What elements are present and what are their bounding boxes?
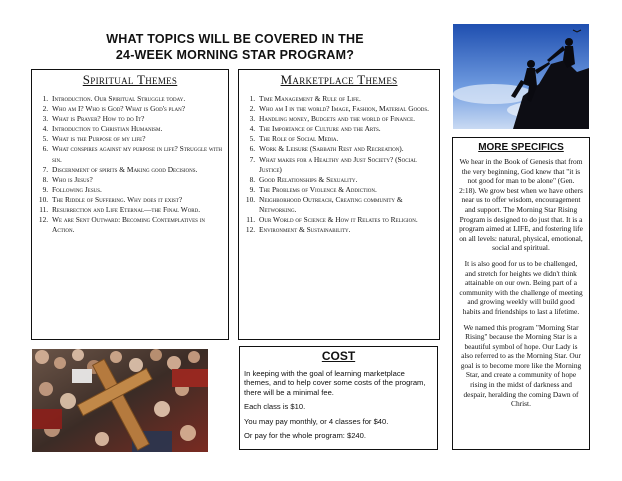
marketplace-theme-item: 6. Work & Leisure (Sabbath Rest and Recreation). [257, 144, 435, 154]
spiritual-theme-item: 1. Introduction. Our Spiritual Struggle today. [50, 94, 224, 104]
spiritual-theme-item: 2. Who am I? Who is God? What is God's plan? [50, 104, 224, 114]
spiritual-theme-item: 5. What is the Purpose of my life? [50, 134, 224, 144]
marketplace-theme-item: 4. The Importance of Culture and the Arts. [257, 124, 435, 134]
more-specifics-heading: MORE SPECIFICS [478, 142, 564, 153]
specifics-paragraph-1: We hear in the Book of Genesis that from the very beginning, God knew that "it is not good for man to be alone" (Gen. 2:18). We grow best when we have others near us to offer wisdom, encouragement and support. The Morning Star Rising Program is designed to do just that. It is a program aimed at LIFE, and fostering life on all levels: natural, physical, emotional, social and spiritual. [459, 157, 583, 253]
marketplace-themes-heading: Marketplace Themes [280, 72, 398, 87]
more-specifics-box [452, 137, 590, 450]
title-line-2: 24-WEEK MORNING STAR PROGRAM? [115, 48, 355, 62]
cost-per-class: Each class is $10. [244, 402, 306, 412]
climbers-silhouette-photo [453, 24, 589, 129]
spiritual-theme-item: 11. Resurrection and Life Eternal—the Final Word. [50, 205, 224, 215]
marketplace-theme-item: 8. Good Relationships & Sexuality. [257, 175, 435, 185]
marketplace-theme-item: 9. The Problems of Violence & Addiction. [257, 185, 435, 195]
spiritual-themes-list [32, 94, 228, 235]
marketplace-theme-item: 10. Neighborhood Outreach, Creating community & Networking. [257, 195, 435, 215]
spiritual-theme-item: 3. What is Prayer? How to do It? [50, 114, 224, 124]
spiritual-theme-item: 7. Discernment of spirits & Making good Decisions. [50, 165, 224, 175]
spiritual-theme-item: 12. We are Sent Outward: Becoming Contemplatives in Action. [50, 215, 224, 235]
page-title [30, 31, 440, 63]
marketplace-theme-item: 3. Handling money, Budgets and the world of Finance. [257, 114, 435, 124]
cost-whole-program: Or pay for the whole program: $240. [244, 431, 366, 441]
marketplace-theme-item: 7. What makes for a Healthy and Just Society? (Social Justice) [257, 155, 435, 175]
spiritual-themes-heading: Spiritual Themes [82, 72, 178, 87]
marketplace-theme-item: 1. Time Management & Rule of Life. [257, 94, 435, 104]
cost-intro: In keeping with the goal of learning marketplace themes, and to help cover some costs of the program, there will be a minimal fee. [244, 369, 426, 397]
specifics-paragraph-2: It is also good for us to be challenged, and stretch for heights we didn't think attainable on our own. Being part of a community with the challenge of meeting and growing weekly will build good habits and friendships to last a lifetime. [459, 258, 583, 316]
marketplace-theme-item: 12. Environment & Sustainability. [257, 225, 435, 235]
crowd-carrying-cross-image [32, 349, 208, 452]
climbers-silhouette-image [453, 24, 589, 129]
crowd-carrying-cross-photo [32, 349, 208, 452]
spiritual-theme-item: 4. Introduction to Christian Humanism. [50, 124, 224, 134]
marketplace-theme-item: 11. Our World of Science & How it Relates to Religion. [257, 215, 435, 225]
spiritual-theme-item: 10. The Riddle of Suffering. Why does it exist? [50, 195, 224, 205]
cost-monthly: You may pay monthly, or 4 classes for $40. [244, 416, 389, 426]
marketplace-themes-list [239, 94, 439, 235]
marketplace-theme-item: 5. The Role of Social Media. [257, 134, 435, 144]
cost-box [239, 346, 438, 450]
cost-heading: COST [321, 349, 356, 363]
marketplace-themes-box [238, 69, 440, 340]
spiritual-theme-item: 9. Following Jesus. [50, 185, 224, 195]
specifics-paragraph-3: We named this program "Morning Star Rising" because the Morning Star is a beautiful symbol of hope. Our Lady is also referred to as the Morning Star. Our goal is to become more like the Morning Star, and create a community of hope rising in the midst of darkness and despair, heralding the coming Dawn of Christ. [460, 322, 582, 409]
spiritual-theme-item: 6. What conspires against my purpose in life? Struggle with sin. [50, 144, 224, 164]
marketplace-theme-item: 2. Who am I in the world? Image, Fashion, Material Goods. [257, 104, 435, 114]
spiritual-theme-item: 8. Who is Jesus? [50, 175, 224, 185]
title-line-1: WHAT TOPICS WILL BE COVERED IN THE [106, 32, 364, 46]
spiritual-themes-box [31, 69, 229, 340]
